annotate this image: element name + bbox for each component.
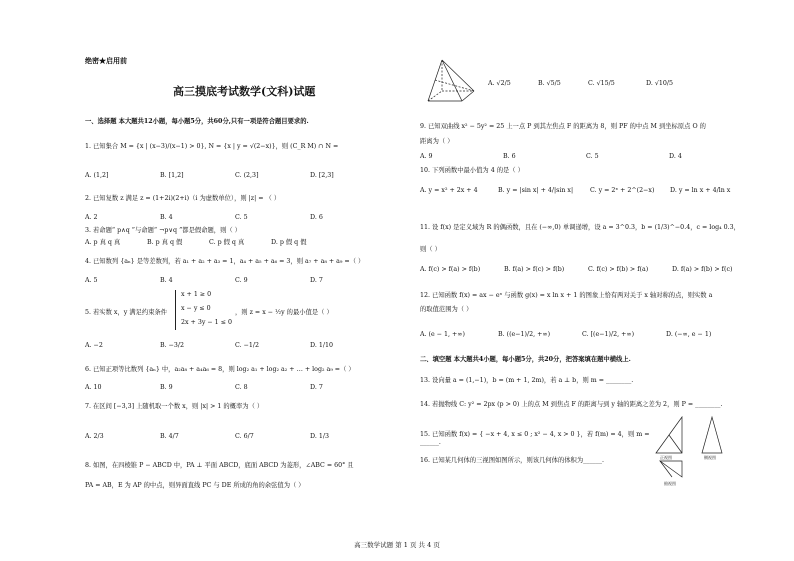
page-title: 高三摸底考试数学(文科)试题 xyxy=(173,85,316,98)
q2-option-b: B. 4 xyxy=(160,214,173,221)
q5-constraint-3: 2x + 3y − 1 ≤ 0 xyxy=(181,319,232,326)
q6-options xyxy=(85,384,385,392)
q6-stem: 6. 已知正项等比数列 {aₙ} 中，a₂a₈ + a₄a₆ = 8，则 log₂ a₁ + log₂ a₂ + … + log₂ a₉ =（ ） xyxy=(85,366,355,373)
q3-option-d: D. p 假 q 假 xyxy=(271,239,307,246)
q8-options xyxy=(488,80,758,88)
q8-stem-1: 8. 如图，在四棱锥 P − ABCD 中，PA ⊥ 平面 ABCD，底面 ABCD 为菱形，∠ABC = 60° 且 xyxy=(85,462,354,469)
q11-option-b: B. f(a) > f(c) > f(b) xyxy=(504,266,565,273)
q12-option-b: B. ((e−1)/2, +∞) xyxy=(498,331,551,338)
q6-option-d: D. 7 xyxy=(310,384,323,391)
q5-option-c: C. −1/2 xyxy=(235,342,260,349)
q4-stem: 4. 已知数列 {aₙ} 是等差数列，若 a₁ + a₂ + a₃ = 1，a₄ + a₅ + a₆ = 3，则 a₇ + a₈ + a₉ =（ ） xyxy=(85,258,365,265)
q10-stem: 10. 下列函数中最小值为 4 的是（ ） xyxy=(420,167,524,174)
q3-option-c: C. p 假 q 真 xyxy=(209,239,245,246)
q12-options xyxy=(420,331,760,339)
q11-options xyxy=(420,266,760,274)
top-view-shape xyxy=(660,461,682,477)
q5-constraint-2: x − y ≤ 0 xyxy=(181,305,211,312)
q8-option-a: A. √2/5 xyxy=(488,80,511,87)
q9-option-a: A. 9 xyxy=(420,153,433,160)
front-view-edge xyxy=(669,435,682,453)
q7-option-d: D. 1/3 xyxy=(310,433,329,440)
q12-option-d: D. (−∞, e − 1) xyxy=(666,331,712,338)
q6-option-b: B. 9 xyxy=(160,384,173,391)
q13-stem: 13. 设向量 a = (1,−1)，b = (m + 1, 2m)，若 a ⊥ b，则 m = ________. xyxy=(420,377,634,384)
q9-option-b: B. 6 xyxy=(503,153,516,160)
pyramid-figure xyxy=(422,57,480,107)
q1-option-d: D. [2,3] xyxy=(310,172,334,179)
q8-option-b: B. √5/5 xyxy=(538,80,561,87)
q4-option-c: C. 9 xyxy=(235,277,248,284)
q2-option-a: A. 2 xyxy=(85,214,98,221)
q12-stem-1: 12. 已知函数 f(x) = ax − eˣ 与函数 g(x) = x ln x + 1 的图象上恰有两对关于 x 轴对称的点，则实数 a xyxy=(420,292,713,299)
q7-option-c: C. 6/7 xyxy=(235,433,254,440)
q7-option-a: A. 2/3 xyxy=(85,433,104,440)
q2-stem: 2. 已知复数 z 满足 z = (1+2i)(2+i)（i 为虚数单位），则 |z| = （ ） xyxy=(85,195,281,202)
q6-option-c: C. 8 xyxy=(235,384,248,391)
q11-option-c: C. f(c) > f(b) > f(a) xyxy=(588,266,649,273)
q8-stem-2: PA = AB，E 为 AP 的中点，则异面直线 PC 与 DE 所成的角的余弦值为（ ） xyxy=(85,482,305,489)
q7-stem: 7. 在区间 [−3,3] 上随机取一个数 x，则 |x| > 1 的概率为（ ） xyxy=(85,403,264,410)
q10-option-a: A. y = x² + 2x + 4 xyxy=(420,187,478,194)
q4-option-a: A. 5 xyxy=(85,277,98,284)
q5-option-a: A. −2 xyxy=(85,342,103,349)
q1-option-b: B. [1,2] xyxy=(160,172,184,179)
q9-option-d: D. 4 xyxy=(669,153,682,160)
q11-stem-2: 则（ ） xyxy=(420,246,441,253)
q9-stem-2: 距离为（ ） xyxy=(420,138,454,145)
page-footer: 高三数学试题 第 1 页 共 4 页 xyxy=(354,541,440,549)
q5-constraint-1: x + 1 ≥ 0 xyxy=(181,291,212,298)
q4-options xyxy=(85,277,385,285)
q5-option-d: D. 1/10 xyxy=(310,342,333,349)
q10-option-d: D. y = ln x + 4/ln x xyxy=(670,187,731,194)
pyramid-edge xyxy=(428,91,442,101)
q6-option-a: A. 10 xyxy=(85,384,102,391)
q11-option-d: D. f(a) > f(b) > f(c) xyxy=(672,266,733,273)
q12-option-c: C. [(e−1)/2, +∞) xyxy=(582,331,635,338)
q10-option-c: C. y = 2ˣ + 2^(2−x) xyxy=(590,187,655,194)
q4-option-b: B. 4 xyxy=(160,277,173,284)
pyramid-edge xyxy=(428,60,442,101)
pyramid-edge xyxy=(462,91,474,101)
top-view-label: 俯视图 xyxy=(664,481,676,486)
pyramid-edge xyxy=(442,60,474,91)
q8-option-d: D. √10/5 xyxy=(646,80,673,87)
q11-stem-1: 11. 设 f(x) 是定义域为 R 的偶函数，且在 (−∞,0) 单调递增，设 a = 3^0.3，b = (1/3)^−0.4，c = log₄ 0.3， xyxy=(420,224,740,231)
q5-option-b: B. −3/2 xyxy=(160,342,185,349)
q5-options xyxy=(85,342,385,350)
q3-option-a: A. p 真 q 真 xyxy=(85,239,121,246)
q8-option-c: C. √15/5 xyxy=(588,80,615,87)
top-view-edge xyxy=(660,461,672,477)
q1-options xyxy=(85,172,385,180)
q1-stem: 1. 已知集合 M = {x | (x−3)/(x−1) > 0}, N = {x | y = √(2−x)}，则 (C_R M) ∩ N = xyxy=(85,143,339,150)
q1-option-c: C. (2,3] xyxy=(235,172,259,179)
q9-stem-1: 9. 已知双曲线 x² − 5y² = 25 上一点 P 到其左焦点 F 的距离为 8，则 PF 的中点 M 到坐标原点 O 的 xyxy=(420,123,706,130)
q12-option-a: A. (e − 1, +∞) xyxy=(420,331,466,338)
q2-options xyxy=(85,214,385,222)
q2-option-c: C. 5 xyxy=(235,214,248,221)
section-2-heading: 二、填空题 本大题共4小题，每小题5分，共20分，把答案填在题中横线上. xyxy=(420,356,631,363)
q3-stem: 3. 若命题“ p∧q ”与命题“ ¬p∨q ”都是假命题，则（ ） xyxy=(85,227,241,234)
side-view-shape xyxy=(702,417,722,453)
secret-label: 绝密★启用前 xyxy=(85,56,127,65)
q10-options xyxy=(420,187,760,195)
q12-stem-2: 的取值范围为（ ） xyxy=(420,306,473,313)
q4-option-d: D. 7 xyxy=(310,277,323,284)
q10-option-b: B. y = |sin x| + 4/|sin x| xyxy=(498,187,574,194)
side-view-label: 侧视图 xyxy=(704,455,716,460)
q5-stem-a: 5. 若实数 x，y 满足约束条件 xyxy=(85,309,168,316)
q5-brace xyxy=(175,290,178,330)
three-views-figure xyxy=(652,415,742,495)
q3-option-b: B. p 真 q 假 xyxy=(147,239,183,246)
q7-options xyxy=(85,433,385,441)
pyramid-edge xyxy=(442,60,462,101)
q15-stem: 15. 已知函数 f(x) = { −x + 4, x ≤ 0 ; x² − 4, x > 0 }，若 f(m) = 4，则 m = ______. xyxy=(420,431,650,446)
q14-stem: 14. 若抛物线 C: y² = 2px (p > 0) 上的点 M 到焦点 F 的距离与到 y 轴的距离之差为 2，则 P = ________. xyxy=(420,401,723,408)
q16-stem: 16. 已知某几何体的三视图如图所示，则该几何体的体积为______. xyxy=(420,457,605,464)
q2-option-d: D. 6 xyxy=(310,214,323,221)
q3-options xyxy=(85,239,385,247)
q1-option-a: A. (1,2] xyxy=(85,172,109,179)
q11-option-a: A. f(c) > f(a) > f(b) xyxy=(420,266,481,273)
q5-stem-b: ，则 z = x − ½y 的最小值是（ ） xyxy=(235,309,333,316)
section-1-heading: 一、选择题 本大题共12小题，每小题5分，共60分,只有一项是符合题目要求的. xyxy=(85,118,309,125)
q9-option-c: C. 5 xyxy=(586,153,599,160)
q7-option-b: B. 4/7 xyxy=(160,433,179,440)
front-view-label: 正视图 xyxy=(660,455,672,460)
q9-options xyxy=(420,153,750,161)
